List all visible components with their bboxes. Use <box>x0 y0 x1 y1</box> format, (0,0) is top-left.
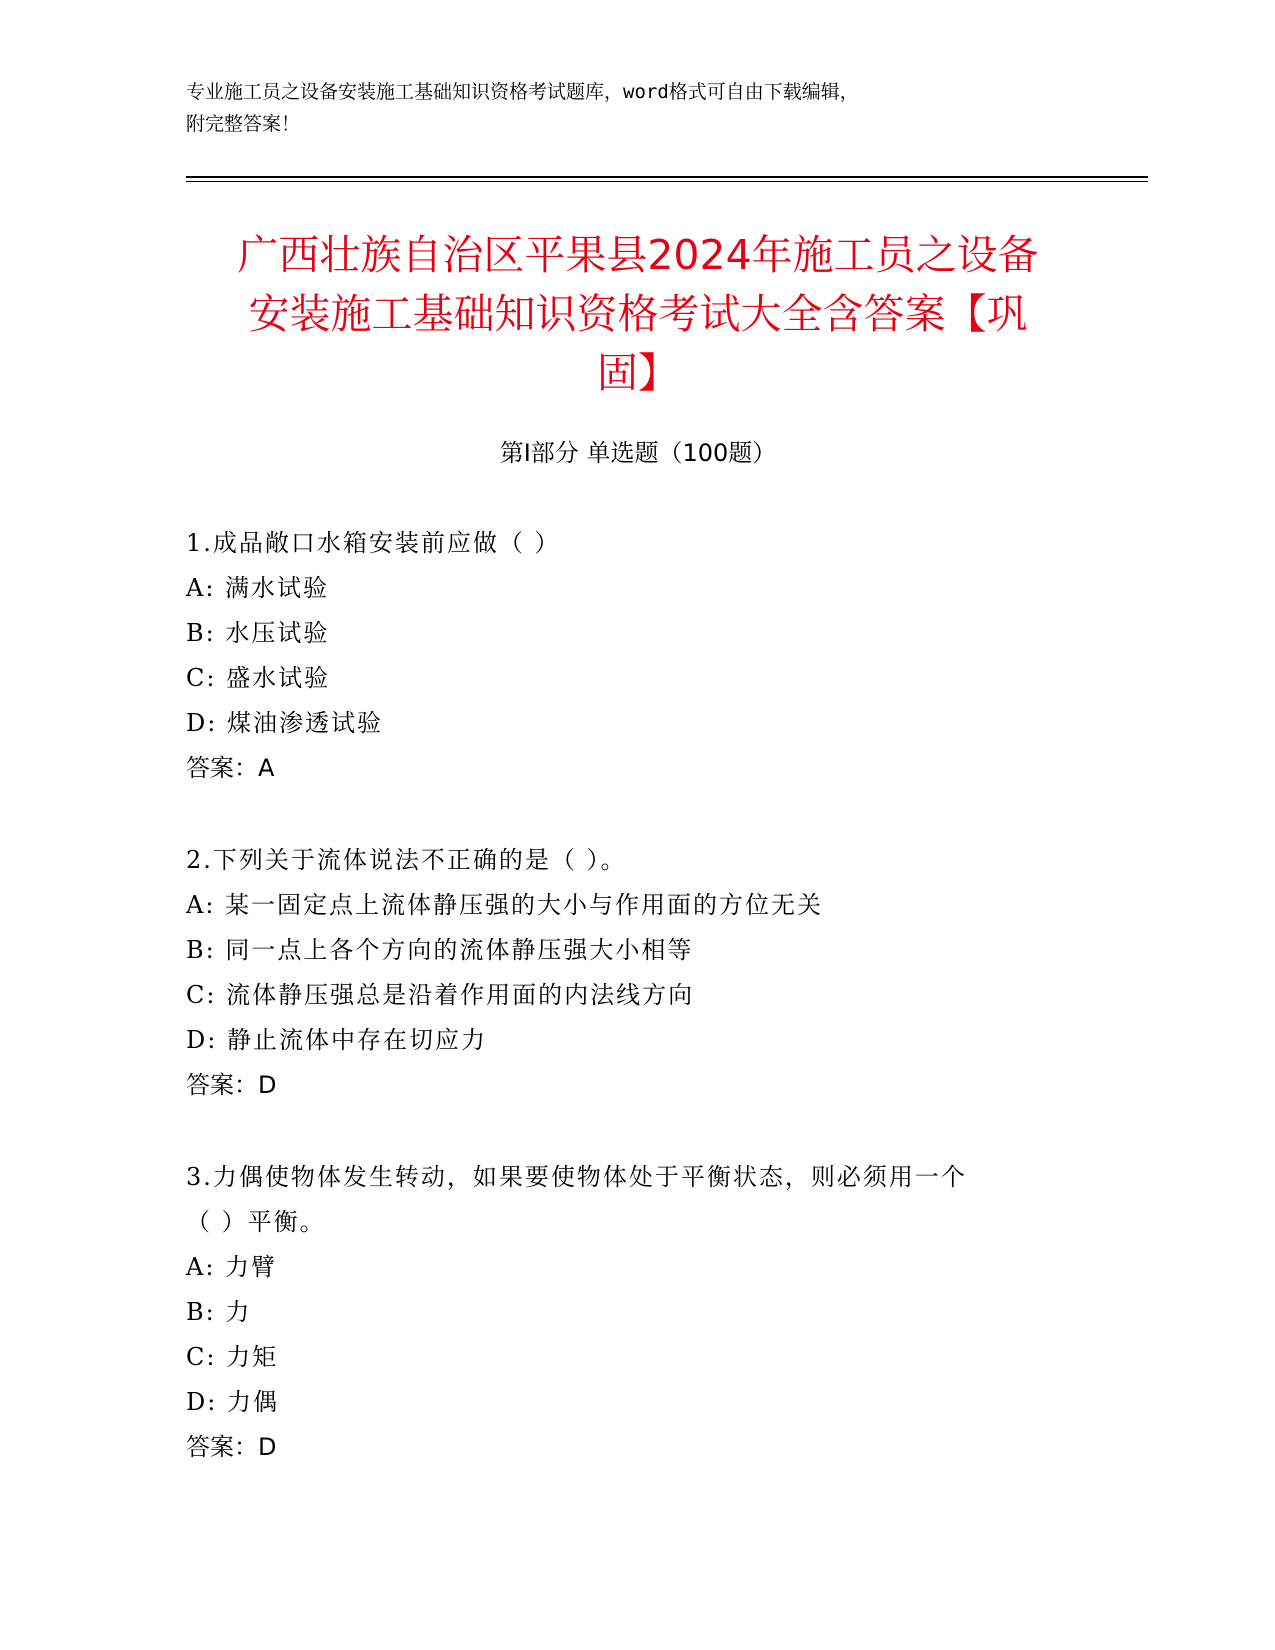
header-divider-thick <box>186 176 1148 178</box>
question-answer: 答案：D <box>186 1433 277 1461</box>
question-answer: 答案：A <box>186 754 275 782</box>
header-note-line-2: 附完整答案！ <box>186 113 301 135</box>
question-stem-line-2: （ ）平衡。 <box>186 1208 326 1236</box>
option-c: C: 盛水试验 <box>186 664 331 692</box>
option-c: C: 流体静压强总是沿着作用面的内法线方向 <box>186 981 695 1009</box>
title-line-2: 安装施工基础知识资格考试大全含答案【巩 <box>248 290 1028 338</box>
question-3 <box>186 1155 1086 1470</box>
document-header-note <box>186 76 1066 140</box>
question-stem: 1.成品敞口水箱安装前应做（ ） <box>186 529 561 557</box>
option-d: D: 静止流体中存在切应力 <box>186 1026 487 1054</box>
question-answer: 答案：D <box>186 1071 277 1099</box>
question-1 <box>186 521 1086 791</box>
option-a: A: 力臂 <box>186 1253 278 1281</box>
title-line-3: 固】 <box>597 349 679 397</box>
option-b: B: 水压试验 <box>186 619 330 647</box>
option-a: A: 满水试验 <box>186 574 330 602</box>
question-2 <box>186 838 1086 1108</box>
option-c: C: 力矩 <box>186 1343 279 1371</box>
option-d: D: 煤油渗透试验 <box>186 709 383 737</box>
header-divider-thin <box>186 181 1148 182</box>
section-title: 第Ⅰ部分 单选题（100题） <box>499 439 777 467</box>
header-note-line-1: 专业施工员之设备安装施工基础知识资格考试题库，word格式可自由下载编辑， <box>186 81 859 103</box>
title-line-1: 广西壮族自治区平果县2024年施工员之设备 <box>237 231 1039 279</box>
option-a: A: 某一固定点上流体静压强的大小与作用面的方位无关 <box>186 891 824 919</box>
question-stem: 2.下列关于流体说法不正确的是（ ）。 <box>186 846 627 874</box>
question-stem-line-1: 3.力偶使物体发生转动，如果要使物体处于平衡状态，则必须用一个 <box>186 1163 967 1191</box>
option-d: D: 力偶 <box>186 1388 279 1416</box>
option-b: B: 同一点上各个方向的流体静压强大小相等 <box>186 936 694 964</box>
document-title <box>186 226 1090 403</box>
option-b: B: 力 <box>186 1298 252 1326</box>
